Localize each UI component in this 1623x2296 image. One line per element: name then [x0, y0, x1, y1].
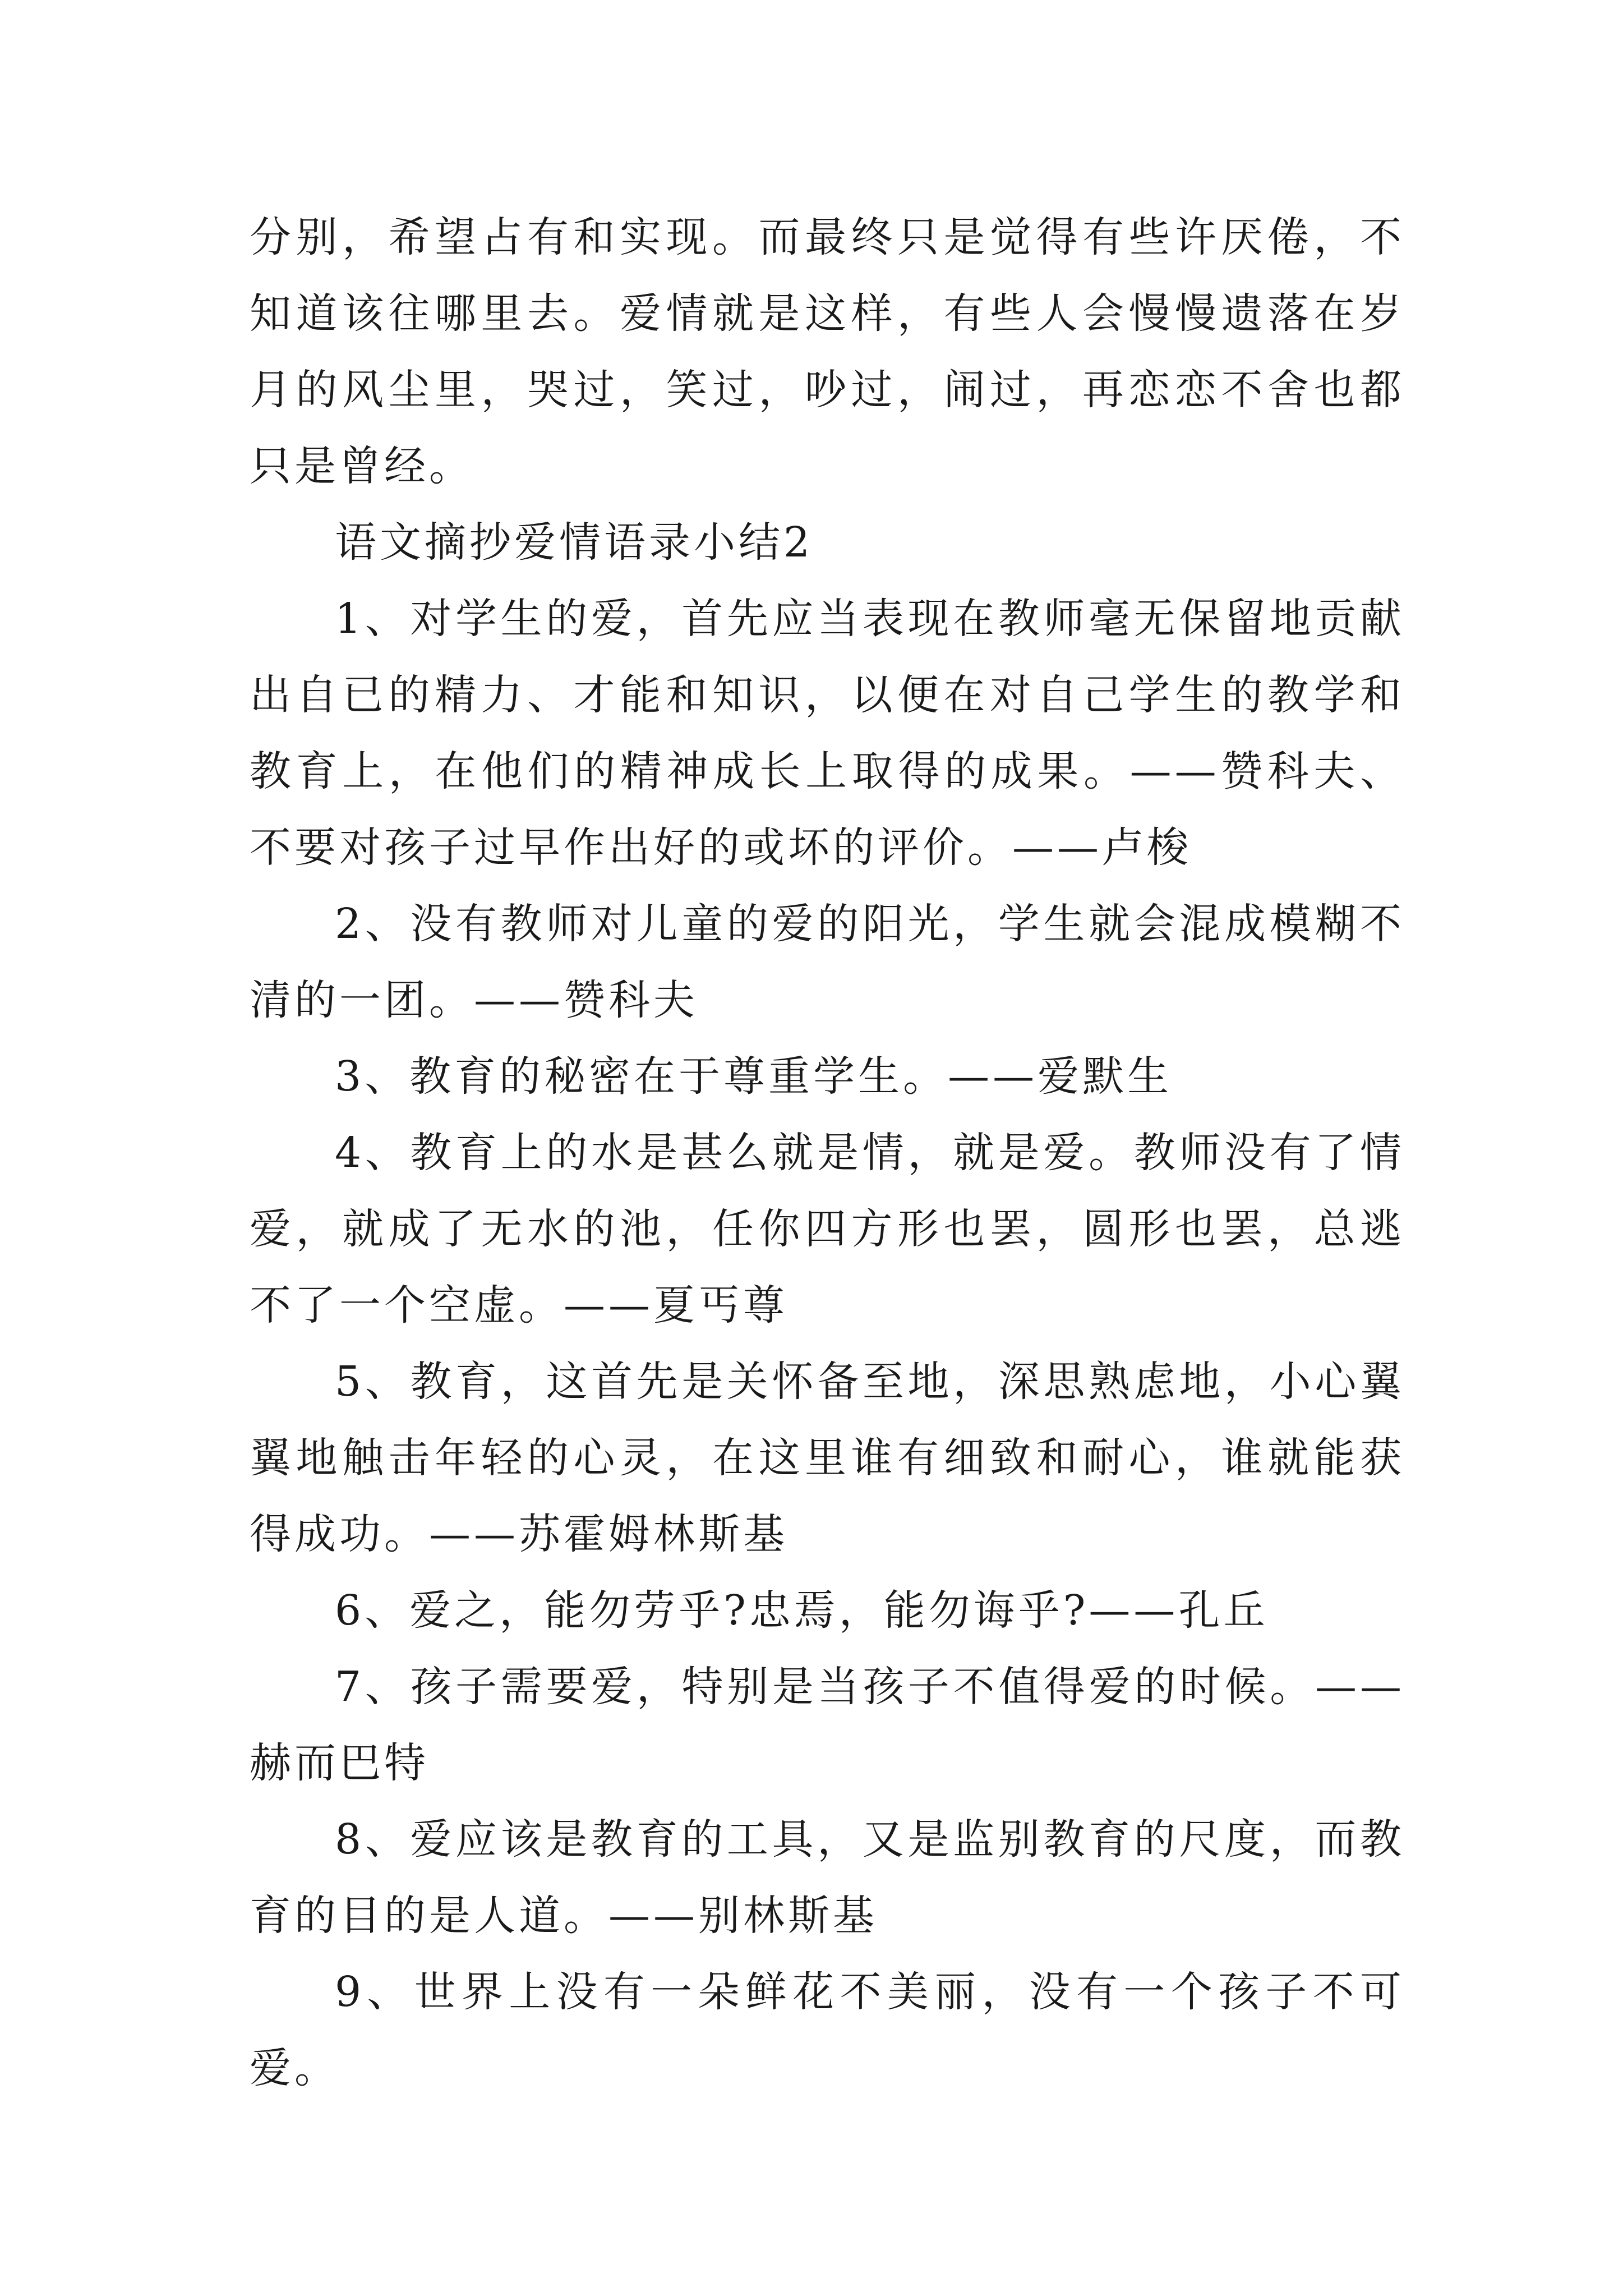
quote-item-9: 9、世界上没有一朵鲜花不美丽，没有一个孩子不可爱。: [250, 1968, 1405, 2092]
quote-item-6: 6、爱之，能勿劳乎?忠焉，能勿诲乎?——孔丘: [335, 1586, 1269, 1635]
document-body: [250, 199, 1405, 2106]
quote-item-3: 3、教育的秘密在于尊重学生。——爱默生: [335, 1052, 1173, 1101]
quote-item-4: 4、教育上的水是甚么就是情，就是爱。教师没有了情爱，就成了无水的池，任你四方形也罢，圆形也罢，总逃不了一个空虚。——夏丐尊: [250, 1129, 1405, 1329]
section-heading: 语文摘抄爱情语录小结2: [335, 518, 814, 567]
paragraph-continuation: 分别，希望占有和实现。而最终只是觉得有些许厌倦，不知道该往哪里去。爱情就是这样，有些人会慢慢遗落在岁月的风尘里，哭过，笑过，吵过，闹过，再恋恋不舍也都只是曾经。: [250, 213, 1405, 490]
quote-item-7: 7、孩子需要爱，特别是当孩子不值得爱的时候。——赫而巴特: [250, 1663, 1405, 1787]
quote-item-8: 8、爱应该是教育的工具，又是监别教育的尺度，而教育的目的是人道。——别林斯基: [250, 1815, 1405, 1940]
quote-item-5: 5、教育，这首先是关怀备至地，深思熟虑地，小心翼翼地触击年轻的心灵，在这里谁有细致和耐心，谁就能获得成功。——苏霍姆林斯基: [250, 1358, 1405, 1558]
quote-item-2: 2、没有教师对儿童的爱的阳光，学生就会混成模糊不清的一团。——赞科夫: [250, 900, 1405, 1024]
quote-item-1: 1、对学生的爱，首先应当表现在教师毫无保留地贡献出自已的精力、才能和知识，以便在对自己学生的教学和教育上，在他们的精神成长上取得的成果。——赞科夫、不要对孩子过早作出好的或坏的评价。——卢梭: [250, 595, 1405, 872]
